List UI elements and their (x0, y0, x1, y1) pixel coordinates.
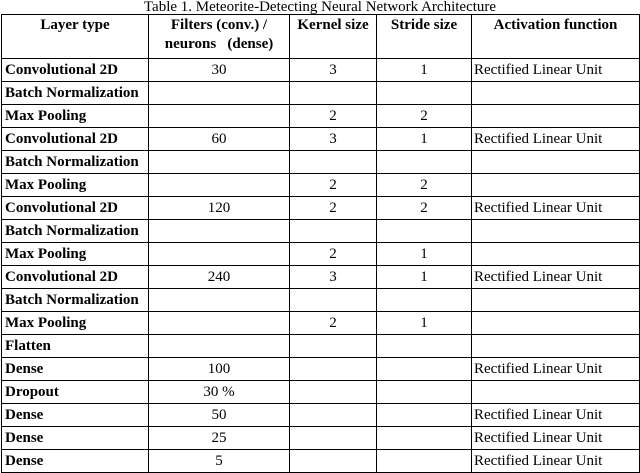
cell-layer-type: Flatten (2, 335, 149, 358)
table-body (2, 59, 640, 473)
cell-stride-size (377, 381, 472, 404)
cell-filters (149, 289, 290, 312)
header-row (2, 15, 640, 59)
table-row (2, 289, 640, 312)
cell-stride-size (377, 427, 472, 450)
cell-filters: 30 % (149, 381, 290, 404)
cell-stride-size (377, 151, 472, 174)
cell-layer-type: Dense (2, 427, 149, 450)
cell-stride-size: 1 (377, 128, 472, 151)
cell-layer-type: Convolutional 2D (2, 197, 149, 220)
cell-kernel-size: 3 (290, 266, 377, 289)
cell-kernel-size (290, 427, 377, 450)
table-caption: Table 1. Meteorite-Detecting Neural Network Architecture (143, 0, 497, 15)
cell-layer-type: Dense (2, 358, 149, 381)
cell-layer-type: Batch Normalization (2, 151, 149, 174)
cell-filters: 100 (149, 358, 290, 381)
cell-activation-function (472, 381, 640, 404)
cell-layer-type: Dense (2, 404, 149, 427)
cell-kernel-size: 2 (290, 243, 377, 266)
cell-filters: 60 (149, 128, 290, 151)
cell-stride-size (377, 358, 472, 381)
cell-layer-type: Dense (2, 450, 149, 473)
cell-layer-type: Batch Normalization (2, 220, 149, 243)
cell-filters: 30 (149, 59, 290, 82)
cell-kernel-size: 2 (290, 197, 377, 220)
cell-filters: 120 (149, 197, 290, 220)
cell-activation-function (472, 289, 640, 312)
table-row (2, 381, 640, 404)
cell-layer-type: Max Pooling (2, 105, 149, 128)
cell-filters: 50 (149, 404, 290, 427)
cell-kernel-size (290, 335, 377, 358)
table-row (2, 59, 640, 82)
cell-stride-size (377, 404, 472, 427)
cell-kernel-size (290, 404, 377, 427)
cell-stride-size: 2 (377, 105, 472, 128)
cell-filters (149, 312, 290, 335)
cell-activation-function: Rectified Linear Unit (472, 427, 640, 450)
cell-filters (149, 151, 290, 174)
table-row (2, 220, 640, 243)
table-row (2, 404, 640, 427)
cell-activation-function: Rectified Linear Unit (472, 197, 640, 220)
table-row (2, 105, 640, 128)
header-filters-line2: neurons (dense) (164, 36, 274, 52)
cell-layer-type: Max Pooling (2, 312, 149, 335)
header-stride-size: Stride size (377, 15, 472, 59)
cell-layer-type: Dropout (2, 381, 149, 404)
cell-stride-size (377, 335, 472, 358)
cell-activation-function (472, 312, 640, 335)
cell-filters (149, 335, 290, 358)
cell-activation-function: Rectified Linear Unit (472, 59, 640, 82)
header-activation-function: Activation function (472, 15, 640, 59)
cell-layer-type: Batch Normalization (2, 289, 149, 312)
cell-activation-function: Rectified Linear Unit (472, 358, 640, 381)
cell-stride-size: 1 (377, 312, 472, 335)
table-row (2, 266, 640, 289)
cell-activation-function (472, 151, 640, 174)
cell-kernel-size (290, 82, 377, 105)
table-row (2, 427, 640, 450)
table-row (2, 312, 640, 335)
cell-kernel-size (290, 381, 377, 404)
cell-stride-size: 1 (377, 243, 472, 266)
cell-filters: 240 (149, 266, 290, 289)
table-row (2, 197, 640, 220)
cell-stride-size: 2 (377, 174, 472, 197)
cell-kernel-size (290, 289, 377, 312)
cell-filters (149, 82, 290, 105)
cell-kernel-size: 2 (290, 105, 377, 128)
table-header (2, 15, 640, 59)
table-row (2, 128, 640, 151)
cell-activation-function (472, 243, 640, 266)
table-row (2, 82, 640, 105)
cell-layer-type: Convolutional 2D (2, 128, 149, 151)
cell-layer-type: Convolutional 2D (2, 59, 149, 82)
cell-activation-function (472, 335, 640, 358)
cell-stride-size (377, 220, 472, 243)
cell-stride-size: 2 (377, 197, 472, 220)
cell-activation-function (472, 220, 640, 243)
cell-stride-size: 1 (377, 266, 472, 289)
header-filters (149, 15, 290, 59)
cell-activation-function: Rectified Linear Unit (472, 128, 640, 151)
cell-kernel-size: 2 (290, 312, 377, 335)
table-row (2, 151, 640, 174)
cell-kernel-size: 3 (290, 128, 377, 151)
cell-layer-type: Max Pooling (2, 243, 149, 266)
cell-stride-size (377, 82, 472, 105)
cell-activation-function (472, 174, 640, 197)
cell-filters (149, 105, 290, 128)
cell-filters (149, 220, 290, 243)
cell-layer-type: Max Pooling (2, 174, 149, 197)
cell-layer-type: Convolutional 2D (2, 266, 149, 289)
table-row (2, 174, 640, 197)
table-row (2, 243, 640, 266)
cell-activation-function (472, 82, 640, 105)
cell-stride-size (377, 289, 472, 312)
cell-activation-function: Rectified Linear Unit (472, 404, 640, 427)
cell-activation-function (472, 105, 640, 128)
cell-activation-function: Rectified Linear Unit (472, 266, 640, 289)
cell-layer-type: Batch Normalization (2, 82, 149, 105)
architecture-table (1, 14, 640, 473)
cell-stride-size: 1 (377, 59, 472, 82)
cell-kernel-size (290, 220, 377, 243)
cell-kernel-size (290, 151, 377, 174)
cell-stride-size (377, 450, 472, 473)
cell-filters: 5 (149, 450, 290, 473)
cell-filters (149, 174, 290, 197)
table-row (2, 358, 640, 381)
cell-kernel-size: 2 (290, 174, 377, 197)
cell-activation-function: Rectified Linear Unit (472, 450, 640, 473)
header-kernel-size: Kernel size (290, 15, 377, 59)
table-row (2, 450, 640, 473)
header-layer-type: Layer type (2, 15, 149, 59)
cell-kernel-size: 3 (290, 59, 377, 82)
header-filters-line1: Filters (conv.) / (170, 17, 268, 33)
cell-kernel-size (290, 450, 377, 473)
cell-kernel-size (290, 358, 377, 381)
cell-filters (149, 243, 290, 266)
table-row (2, 335, 640, 358)
cell-filters: 25 (149, 427, 290, 450)
